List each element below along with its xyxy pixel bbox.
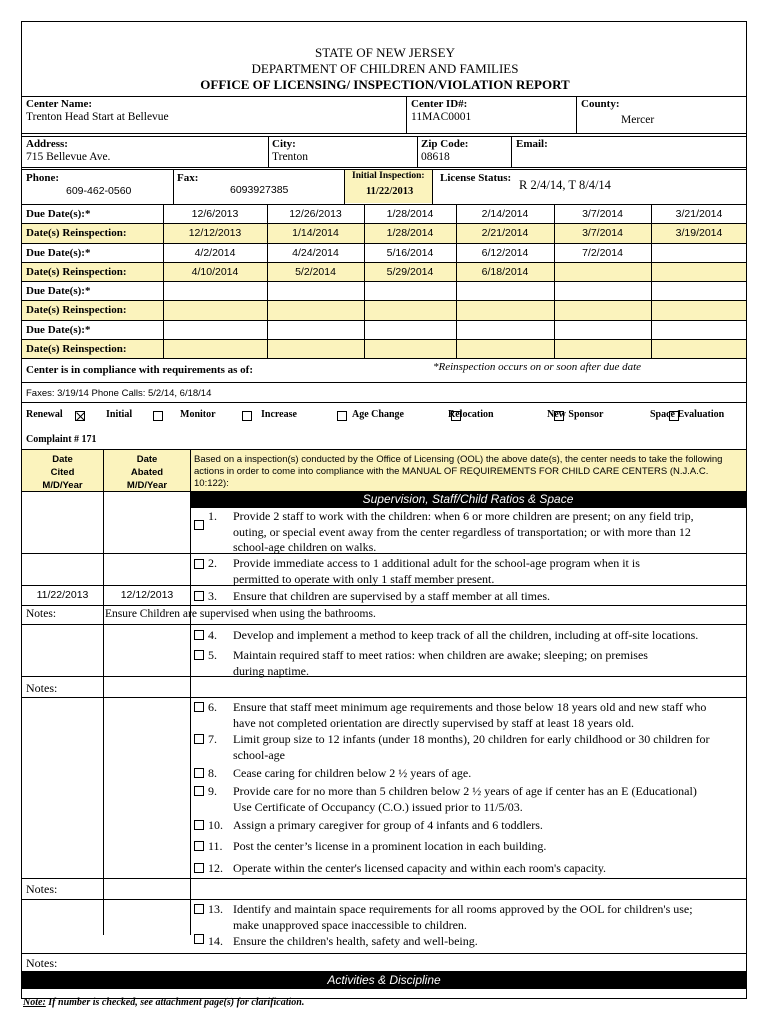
notes-label-2: Notes: [26, 681, 58, 695]
license-status: R 2/4/14, T 8/4/14 [519, 178, 611, 192]
item-text: Provide immediate access to 1 additional adult for the school-age program when it is permitted to operate with only 1 staff member present. [233, 556, 640, 586]
license-status-label: License Status: [440, 172, 512, 184]
due-date: 12/6/2013 [191, 208, 239, 220]
city-label: City: [272, 138, 296, 150]
reinspection-date: 1/28/2014 [386, 227, 434, 239]
type-checkbox-initial[interactable] [153, 411, 163, 421]
due-date: 12/26/2013 [289, 208, 342, 220]
item-number: 1. [208, 509, 217, 523]
due-date-label: Due Date(s):* [26, 247, 91, 259]
due-date: 2/14/2014 [481, 208, 529, 220]
item-number: 3. [208, 589, 217, 603]
item-number: 5. [208, 648, 217, 662]
item-checkbox-4[interactable] [194, 630, 204, 640]
item-checkbox-1[interactable] [194, 520, 204, 530]
reinspection-date: 12/12/2013 [188, 227, 242, 239]
item-checkbox-14[interactable] [194, 934, 204, 944]
item-checkbox-10[interactable] [194, 820, 204, 830]
item-number: 11. [208, 839, 223, 853]
footer-note: Note: If number is checked, see attachment page(s) for clarification. [23, 997, 305, 1008]
item-checkbox-9[interactable] [194, 786, 204, 796]
item-text: Develop and implement a method to keep track of all the children, including at off-site locations. [233, 628, 699, 642]
item-checkbox-13[interactable] [194, 904, 204, 914]
due-date-label: Due Date(s):* [26, 324, 91, 336]
city: Trenton [272, 151, 308, 163]
center-id: 11MAC0001 [411, 111, 472, 123]
item-number: 10. [208, 818, 223, 832]
reinspection-date: 2/21/2014 [481, 227, 529, 239]
reinspection-date: 5/2/2014 [295, 266, 336, 278]
complaint-number: Complaint # 171 [26, 434, 97, 445]
item-checkbox-12[interactable] [194, 863, 204, 873]
initial-inspection-label: Initial Inspection: [352, 171, 425, 181]
reinspection-date: 3/7/2014 [582, 227, 623, 239]
item-number: 6. [208, 700, 217, 714]
type-label-increase: Increase [261, 409, 297, 420]
phone-label: Phone: [26, 172, 59, 184]
item-number: 13. [208, 902, 223, 916]
fax-label: Fax: [177, 172, 199, 184]
reinspection-row-bg [22, 301, 746, 320]
item-number: 9. [208, 784, 217, 798]
reinspection-date: 5/29/2014 [386, 266, 434, 278]
type-label-space-evaluation: Space Evaluation [650, 409, 725, 420]
type-label-age-change: Age Change [352, 409, 404, 420]
due-date-label: Due Date(s):* [26, 208, 91, 220]
reinspection-label: Date(s) Reinspection: [26, 304, 127, 316]
item-text: Ensure that children are supervised by a staff member at all times. [233, 589, 551, 603]
reinspection-date: 6/18/2014 [481, 266, 529, 278]
type-label-new-sponsor: New Sponsor [547, 409, 604, 420]
item-text: Operate within the center's licensed capacity and within each room's capacity. [233, 861, 607, 875]
due-date: 1/28/2014 [386, 208, 434, 220]
due-date: 7/2/2014 [582, 247, 623, 259]
item-text: Identify and maintain space requirements for all rooms approved by the OOL for children's use; make unapproved space inaccessible to children. [233, 902, 693, 932]
zip: 08618 [421, 151, 450, 163]
date-cited-head: Date Cited M/D/Year [42, 454, 83, 491]
date-abated-head: Date Abated M/D/Year [126, 454, 168, 491]
reinspection-row-bg [22, 340, 746, 358]
center-name-label: Center Name: [26, 98, 93, 110]
date-abated: 12/12/2013 [120, 589, 174, 601]
reinspection-label: Date(s) Reinspection: [26, 227, 127, 239]
item-checkbox-8[interactable] [194, 768, 204, 778]
center-name: Trenton Head Start at Bellevue [26, 111, 169, 123]
reinspection-date: 1/14/2014 [292, 227, 339, 239]
email-label: Email: [516, 138, 548, 150]
county-label: County: [581, 98, 620, 110]
type-label-monitor: Monitor [180, 409, 216, 420]
item-text: Cease caring for children below 2 ½ years of age. [233, 766, 472, 780]
due-date: 3/21/2014 [675, 208, 723, 220]
type-checkbox-monitor[interactable] [242, 411, 252, 421]
date-cited: 11/22/2013 [36, 589, 89, 601]
item-text: Maintain required staff to meet ratios: when children are awake; sleeping; on premises during naptime. [233, 648, 648, 678]
type-checkbox-renewal[interactable] [75, 411, 85, 421]
reinspection-date: 3/19/2014 [675, 227, 723, 239]
due-date: 3/7/2014 [582, 208, 623, 220]
item-number: 2. [208, 556, 217, 570]
reinspection-label: Date(s) Reinspection: [26, 343, 127, 355]
notes-label-1: Notes: [26, 608, 57, 620]
item-checkbox-2[interactable] [194, 559, 204, 569]
item-checkbox-3[interactable] [194, 591, 204, 601]
item-checkbox-7[interactable] [194, 734, 204, 744]
fax: 6093927385 [230, 184, 289, 196]
item-number: 7. [208, 732, 217, 746]
table-intro: Based on a inspection(s) conducted by the Office of Licensing (OOL) the above date(s), the center needs to take the following actions in order to come into compliance with the MANUAL OF REQUIREMENTS FOR CHILD CARE CENTERS (N.J.A.C. 10:122): [194, 454, 723, 489]
county: Mercer [621, 114, 655, 126]
address: 715 Bellevue Ave. [26, 151, 111, 163]
due-date: 5/16/2014 [386, 247, 434, 259]
note-text-1: Ensure Children are supervised when using the bathrooms. [105, 608, 376, 620]
item-checkbox-6[interactable] [194, 702, 204, 712]
due-date: 6/12/2014 [481, 247, 529, 259]
header-office: OFFICE OF LICENSING/ INSPECTION/VIOLATION REPORT [200, 77, 570, 92]
item-text: Provide care for no more than 5 children below 2 ½ years of age if center has an E (Educational) Use Certificate of Occupancy (C.O.) issued prior to 11/5/03. [233, 784, 697, 814]
type-label-renewal: Renewal [26, 409, 63, 420]
header-department: DEPARTMENT OF CHILDREN AND FAMILIES [251, 61, 519, 76]
reinspection-note: *Reinspection occurs on or soon after due date [433, 361, 642, 373]
reinspection-date: 4/10/2014 [191, 266, 239, 278]
notes-label-4: Notes: [26, 956, 58, 970]
reinspection-label: Date(s) Reinspection: [26, 266, 127, 278]
due-date: 4/24/2014 [292, 247, 339, 259]
address-label: Address: [26, 138, 68, 150]
phone: 609-462-0560 [66, 185, 132, 197]
due-date: 4/2/2014 [194, 247, 236, 259]
section-supervision: Supervision, Staff/Child Ratios & Space [190, 491, 746, 508]
item-checkbox-11[interactable] [194, 841, 204, 851]
type-checkbox-increase[interactable] [337, 411, 347, 421]
zip-label: Zip Code: [421, 138, 469, 150]
due-date-label: Due Date(s):* [26, 285, 91, 297]
type-label-initial: Initial [106, 409, 133, 420]
type-label-relocation: Relocation [448, 409, 494, 420]
compliance-label: Center is in compliance with requirements as of: [26, 364, 254, 376]
item-text: Post the center’s license in a prominent location in each building. [233, 839, 547, 853]
item-text: Ensure the children's health, safety and well-being. [233, 934, 478, 948]
section-activities: Activities & Discipline [21, 971, 747, 989]
initial-inspection-date: 11/22/2013 [366, 186, 414, 197]
item-number: 4. [208, 628, 217, 642]
item-text: Provide 2 staff to work with the children: when 6 or more children are present; on any field trip, outing, or special event away from the center regardless of transportation; or with more than 12 school-age children on walks. [233, 509, 694, 554]
faxes-calls: Faxes: 3/19/14 Phone Calls: 5/2/14, 6/18/14 [26, 388, 212, 399]
item-number: 12. [208, 861, 223, 875]
header-state: STATE OF NEW JERSEY [315, 45, 455, 60]
item-text: Ensure that staff meet minimum age requirements and those below 18 years old and new staff who have not completed orientation are directly supervised by staff at least 18 years old. [233, 700, 707, 730]
item-number: 14. [208, 934, 223, 948]
item-text: Limit group size to 12 infants (under 18 months), 20 children for early childhood or 30 children for school-age [233, 732, 710, 762]
item-checkbox-5[interactable] [194, 650, 204, 660]
notes-label-3: Notes: [26, 882, 58, 896]
item-number: 8. [208, 766, 217, 780]
item-text: Assign a primary caregiver for group of 4 infants and 6 toddlers. [233, 818, 543, 832]
center-id-label: Center ID#: [411, 98, 468, 110]
